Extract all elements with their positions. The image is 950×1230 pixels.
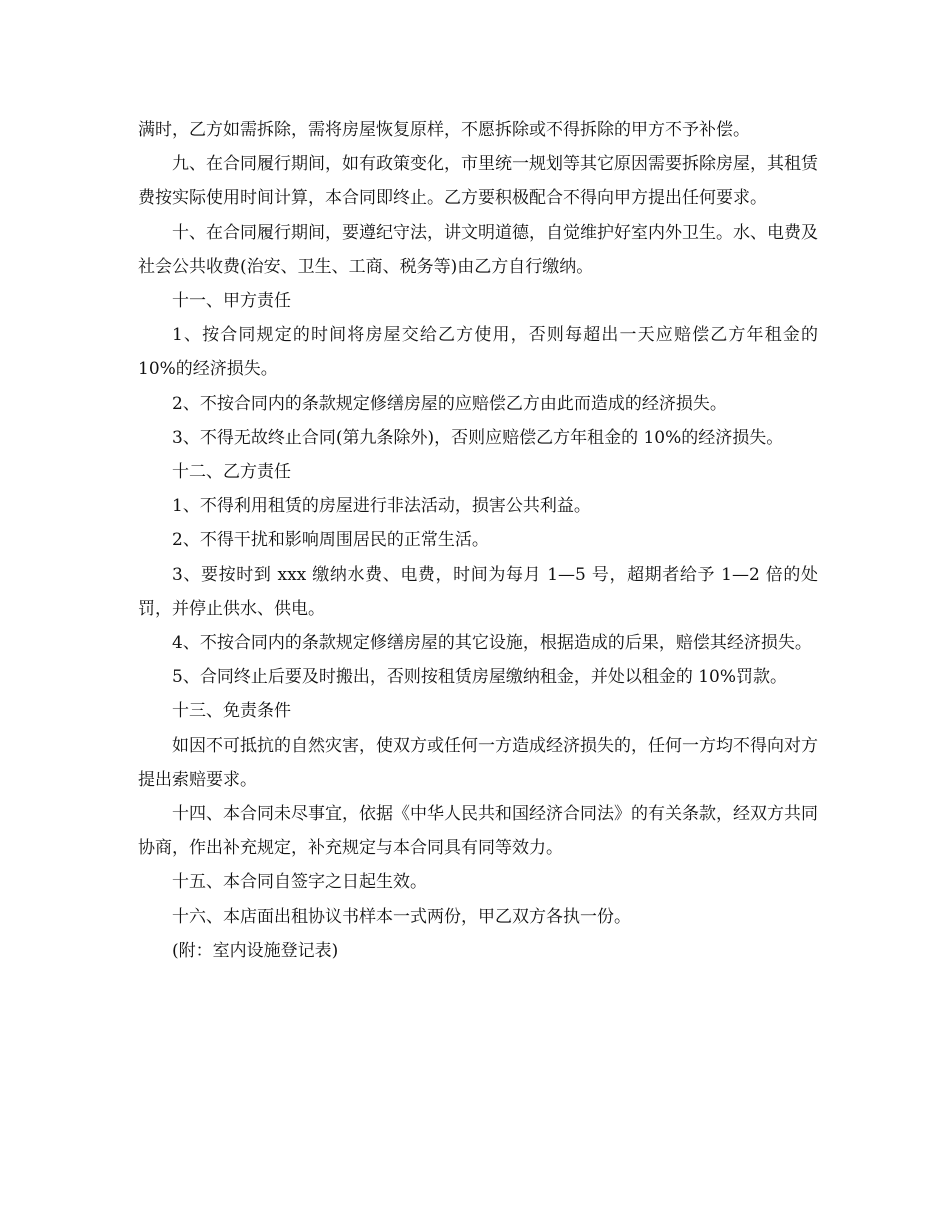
heading-clause-13: 十三、免责条件 xyxy=(172,701,291,722)
paragraph-clause-12-item-4: 4、不按合同内的条款规定修缮房屋的其它设施，根据造成的后果，赔偿其经济损失。 xyxy=(172,633,812,654)
paragraph-clause-13-body: 如因不可抵抗的自然灾害，使双方或任何一方造成经济损失的，任何一方均不得向对方提出索赔要求。 xyxy=(138,735,818,790)
paragraph-clause-12-item-3: 3、要按时到 xxx 缴纳水费、电费，时间为每月 1—5 号，超期者给予 1—2 倍的处罚，并停止供水、供电。 xyxy=(138,564,818,619)
paragraph-clause-11-item-1: 1、按合同规定的时间将房屋交给乙方使用，否则每超出一天应赔偿乙方年租金的 10%的经济损失。 xyxy=(138,325,818,380)
heading-clause-11: 十一、甲方责任 xyxy=(172,291,291,312)
paragraph-clause-16: 十六、本店面出租协议书样本一式两份，甲乙双方各执一份。 xyxy=(172,906,631,927)
paragraph-clause-12-item-2: 2、不得干扰和影响周围居民的正常生活。 xyxy=(172,530,489,551)
paragraph-clause-10: 十、在合同履行期间，要遵纪守法，讲文明道德，自觉维护好室内外卫生。水、电费及社会公共收费(治安、卫生、工商、税务等)由乙方自行缴纳。 xyxy=(138,222,818,277)
paragraph-clause-15: 十五、本合同自签字之日起生效。 xyxy=(172,872,427,893)
paragraph-continuation: 满时，乙方如需拆除，需将房屋恢复原样，不愿拆除或不得拆除的甲方不予补偿。 xyxy=(138,120,750,140)
heading-clause-12: 十二、乙方责任 xyxy=(172,462,291,483)
paragraph-clause-11-item-3: 3、不得无故终止合同(第九条除外)，否则应赔偿乙方年租金的 10%的经济损失。 xyxy=(172,427,784,448)
paragraph-clause-9: 九、在合同履行期间，如有政策变化，市里统一规划等其它原因需要拆除房屋，其租赁费按实际使用时间计算，本合同即终止。乙方要积极配合不得向甲方提出任何要求。 xyxy=(138,154,818,209)
paragraph-attachment-note: (附：室内设施登记表) xyxy=(172,940,339,961)
paragraph-clause-11-item-2: 2、不按合同内的条款规定修缮房屋的应赔偿乙方由此而造成的经济损失。 xyxy=(172,393,727,414)
paragraph-clause-12-item-1: 1、不得利用租赁的房屋进行非法活动，损害公共利益。 xyxy=(172,496,591,517)
document-body xyxy=(138,113,818,968)
paragraph-clause-14: 十四、本合同未尽事宜，依据《中华人民共和国经济合同法》的有关条款，经双方共同协商，作出补充规定，补充规定与本合同具有同等效力。 xyxy=(138,804,818,859)
paragraph-clause-12-item-5: 5、合同终止后要及时搬出，否则按租赁房屋缴纳租金，并处以租金的 10%罚款。 xyxy=(172,667,788,688)
